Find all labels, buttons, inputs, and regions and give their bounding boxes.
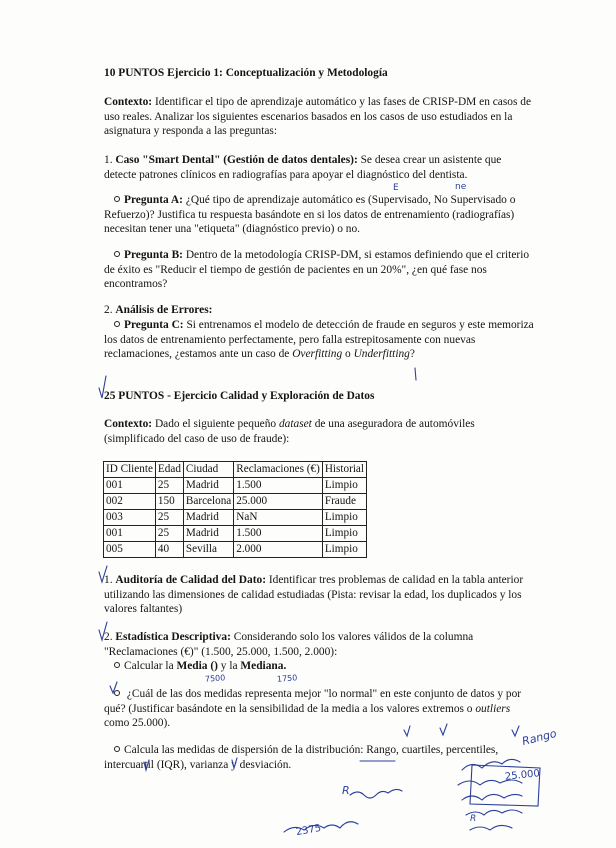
context-text-2: de una aseguradora de automóviles (simplificado del caso de uso de fraude): <box>104 418 475 445</box>
table-cell: 25 <box>155 478 183 494</box>
exercise2-context <box>104 417 534 446</box>
table-cell: Sevilla <box>183 542 233 558</box>
table-cell: Barcelona <box>183 494 233 510</box>
calc-mediana: Mediana. <box>240 660 287 672</box>
bullet <box>114 196 120 202</box>
section2-prefix: 2. <box>104 304 116 316</box>
context-label: Contexto: <box>104 96 153 108</box>
case1-paragraph <box>104 153 534 182</box>
bullet <box>114 746 120 752</box>
table-header-cell: ID Cliente <box>104 462 156 478</box>
bullet <box>114 662 120 668</box>
outliers-term: outliers <box>475 702 511 715</box>
claims-table <box>103 461 367 558</box>
table-row <box>104 526 367 542</box>
question-c <box>104 318 534 362</box>
table-cell: 003 <box>104 510 156 526</box>
table-cell: Madrid <box>183 510 233 526</box>
item1-label: Auditoría de Calidad del Dato: <box>115 574 267 586</box>
table-row <box>104 510 367 526</box>
question-a-label: Pregunta A: <box>124 194 183 206</box>
handwritten-note-media: 7500 <box>204 673 226 684</box>
table-cell: Limpio <box>322 510 366 526</box>
question-normal-text: ¿Cuál de las dos medidas representa mejor "lo normal" en este conjunto de datos y por qué? (Justificar basándote en la sensibilidad de la media a los valores extremos o <box>104 688 522 715</box>
handwritten-note-r-small: R <box>470 814 477 824</box>
table-row <box>104 494 367 510</box>
underfitting-term: Underfitting <box>353 348 410 361</box>
question-c-or: o <box>342 348 354 361</box>
table-cell: Limpio <box>322 526 366 542</box>
case1-text: Se desea crear un asistente que detecte patrones clínicos en radiografías para apoyar el diagnóstico del dentista. <box>104 154 502 181</box>
exercise1-title: 10 PUNTOS Ejercicio 1: Conceptualización y Metodología <box>104 67 388 79</box>
question-c-text: Si entrenamos el modelo de detección de fraude en seguros y este memoriza los datos de entrenamiento perfectamente, pero falla estrepitosamente con nuevas reclamaciones, ¿estamos ante un caso de <box>104 319 534 361</box>
table-header-row <box>104 462 367 478</box>
table-cell: Madrid <box>183 526 233 542</box>
item1-prefix: 1. <box>104 574 116 586</box>
overfitting-term: Overfitting <box>292 348 343 361</box>
table-cell: 40 <box>155 542 183 558</box>
section2-heading <box>104 303 534 318</box>
question-a <box>104 193 534 237</box>
section2-label: Análisis de Errores: <box>115 304 213 316</box>
table-cell: 002 <box>104 494 156 510</box>
question-b-text: Dentro de la metodología CRISP-DM, si estamos definiendo que el criterio de éxito es "Reducir el tiempo de gestión de pacientes en un 20%", ¿en qué fase nos encontramos? <box>104 249 530 291</box>
question-b <box>104 248 534 292</box>
question-c-label: Pregunta C: <box>124 319 184 331</box>
handwritten-mark-ne: ne <box>455 182 467 192</box>
table-header-cell: Historial <box>322 462 366 478</box>
dispersion-text: Calcula las medidas de dispersión de la distribución: Rango, cuartiles, percentiles, intercuartil (IQR), varianza y desviación. <box>104 744 499 771</box>
calc-text: Calcular la <box>124 660 177 672</box>
table-cell: 1.500 <box>234 478 323 494</box>
table-cell: 001 <box>104 478 156 494</box>
question-a-text: ¿Qué tipo de aprendizaje automático es (Supervisado, No Supervisado o Refuerzo)? Justifica tu respuesta basándote en si los datos de entrenamiento (radiografías) necesitan tener una "etiqueta" (diagnóstico previo) o no. <box>104 194 516 236</box>
question-c-end: ? <box>409 348 415 361</box>
question-b-label: Pregunta B: <box>124 249 183 261</box>
calc-y: y la <box>217 660 241 672</box>
table-cell: Limpio <box>322 542 366 558</box>
context-text: Dado el siguiente pequeño <box>152 418 279 430</box>
table-header-cell: Reclamaciones (€) <box>234 462 323 478</box>
table-cell: 001 <box>104 526 156 542</box>
table-cell: Fraude <box>322 494 366 510</box>
bullet <box>114 690 120 696</box>
context-label: Contexto: <box>104 418 153 430</box>
question-normal <box>104 687 534 731</box>
exercise1-context <box>104 95 534 139</box>
table-cell: 25 <box>155 510 183 526</box>
tick-c <box>415 368 416 380</box>
table-cell: Madrid <box>183 478 233 494</box>
case1-label: Caso "Smart Dental" (Gestión de datos dentales): <box>115 154 358 166</box>
dataset-term: dataset <box>278 418 312 430</box>
item2-label: Estadística Descriptiva: <box>115 631 231 643</box>
handwritten-note-mediana: 1750 <box>276 673 298 684</box>
calc-media: Media () <box>176 660 218 672</box>
table-cell: 150 <box>155 494 183 510</box>
handwritten-note-rango: Rango <box>520 726 558 749</box>
item2-descriptive-stats <box>104 630 534 659</box>
item2-text: Considerando solo los valores válidos de la columna "Reclamaciones (€)" (1.500, 25.000, 1.500, 2.000): <box>104 631 474 658</box>
table-cell: 005 <box>104 542 156 558</box>
table-cell: 1.500 <box>234 526 323 542</box>
handwritten-note-bottom: 2375 <box>295 822 323 839</box>
table-row <box>104 542 367 558</box>
handwritten-mark-e: E <box>393 183 399 193</box>
table-row <box>104 478 367 494</box>
exercise2-title: 25 PUNTOS - Ejercicio Calidad y Exploración de Datos <box>104 390 375 402</box>
question-normal-text-2: como 25.000). <box>104 717 171 730</box>
table-cell: Limpio <box>322 478 366 494</box>
item2-prefix: 2. <box>104 631 116 643</box>
bullet <box>114 251 120 257</box>
case1-prefix: 1. <box>104 154 116 166</box>
handwritten-note-r: R <box>342 784 350 797</box>
table-cell: 25 <box>155 526 183 542</box>
table-cell: 25.000 <box>234 494 323 510</box>
handwritten-note-25000: 25.000 <box>504 768 541 783</box>
scribble-r <box>350 789 402 798</box>
context-text: Identificar el tipo de aprendizaje automático y las fases de CRISP-DM en casos de uso reales. Analizar los siguientes escenarios basados en los casos de uso estudiados en la asignatura y responda a las preguntas: <box>104 96 532 138</box>
item1-text: Identificar tres problemas de calidad en la tabla anterior utilizando las dimensiones de calidad estudiadas (Pista: revisar la edad, los duplicados y los valores faltantes) <box>104 574 524 616</box>
calc-mean-median <box>104 659 534 674</box>
item1-quality-audit <box>104 573 534 617</box>
table-header-cell: Edad <box>155 462 183 478</box>
bullet <box>114 321 120 327</box>
table-header-cell: Ciudad <box>183 462 233 478</box>
table-cell: NaN <box>234 510 323 526</box>
table-cell: 2.000 <box>234 542 323 558</box>
dispersion-question <box>104 743 534 772</box>
